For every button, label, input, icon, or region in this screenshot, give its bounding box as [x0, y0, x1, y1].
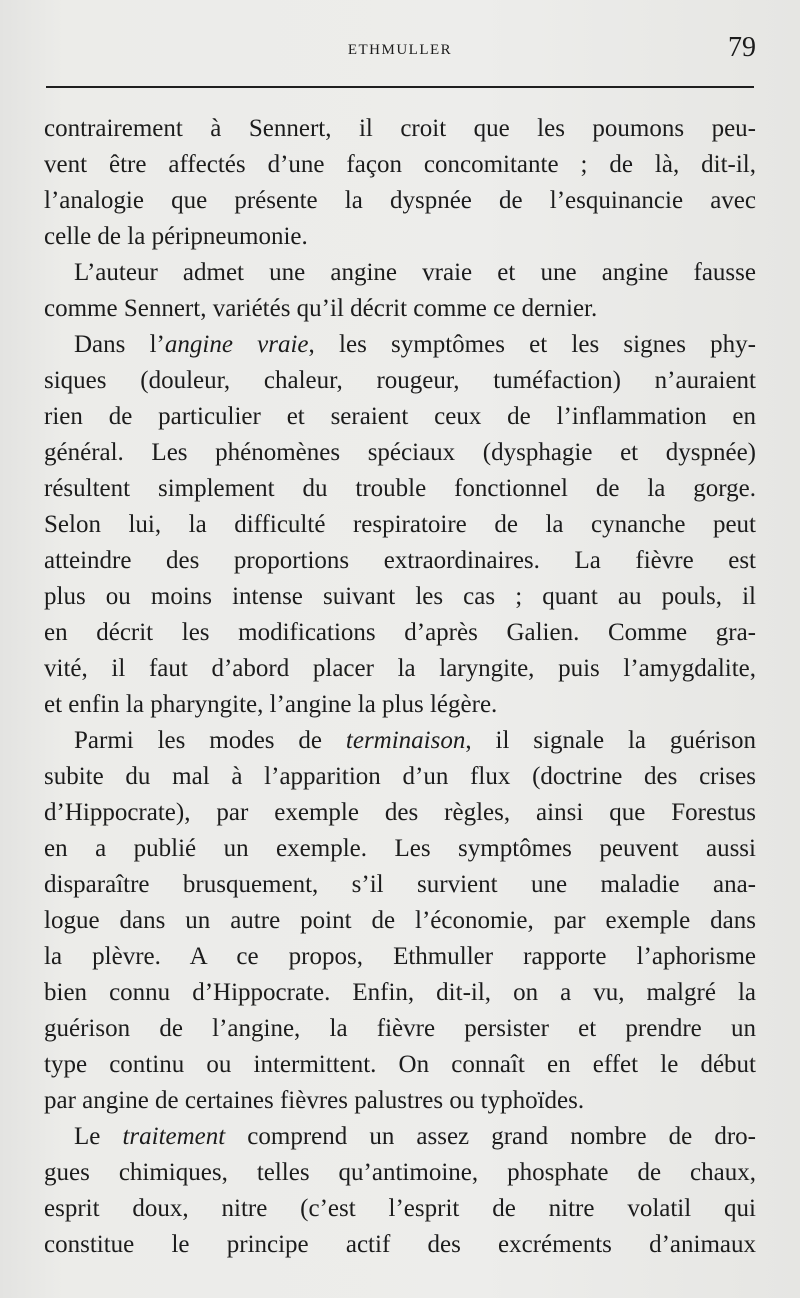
text-segment: subite du mal à l’apparition d’un flux (doctrine des crises	[44, 763, 756, 790]
text-line	[44, 1011, 756, 1047]
text-line	[44, 543, 756, 579]
text-line	[44, 759, 756, 795]
text-segment: siques (douleur, chaleur, rougeur, tuméfaction) n’auraient	[44, 367, 756, 394]
text-segment: Parmi les modes de	[74, 727, 346, 754]
text-segment: gues chimiques, telles qu’antimoine, phosphate de chaux,	[44, 1159, 756, 1186]
body-text	[44, 111, 756, 1263]
text-segment: en a publié un exemple. Les symptômes peuvent aussi	[44, 835, 756, 862]
text-segment: plus ou moins intense suivant les cas ; quant au pouls, il	[44, 583, 756, 610]
text-segment: , les symptômes et les signes phy-	[308, 331, 756, 358]
text-line	[44, 471, 756, 507]
italic-term: angine vraie	[164, 331, 309, 358]
text-segment: la plèvre. A ce propos, Ethmuller rapporte l’aphorisme	[44, 943, 756, 970]
text-line	[44, 723, 756, 759]
text-line	[44, 1083, 756, 1119]
text-line	[44, 687, 756, 723]
text-segment: logue dans un autre point de l’économie, par exemple dans	[44, 907, 756, 934]
text-segment: esprit doux, nitre (c’est l’esprit de nitre volatil qui	[44, 1195, 756, 1222]
text-line	[44, 651, 756, 687]
text-line	[44, 1155, 756, 1191]
text-line	[44, 327, 756, 363]
text-line	[44, 975, 756, 1011]
text-segment: celle de la péripneumonie.	[44, 223, 308, 250]
text-line	[44, 1119, 756, 1155]
text-line	[44, 1191, 756, 1227]
text-line	[44, 615, 756, 651]
text-segment: Dans l’	[74, 331, 165, 358]
text-segment: atteindre des proportions extraordinaires. La fièvre est	[44, 547, 756, 574]
text-line	[44, 147, 756, 183]
text-segment: vité, il faut d’abord placer la laryngite, puis l’amygdalite,	[44, 655, 756, 682]
text-line	[44, 183, 756, 219]
text-line	[44, 831, 756, 867]
text-segment: bien connu d’Hippocrate. Enfin, dit-il, on a vu, malgré la	[44, 979, 756, 1006]
text-line	[44, 435, 756, 471]
text-line	[44, 255, 756, 291]
italic-term: traitement	[122, 1123, 226, 1150]
text-line	[44, 939, 756, 975]
text-line	[44, 1047, 756, 1083]
text-segment: comme Sennert, variétés qu’il décrit comme ce dernier.	[44, 295, 598, 322]
text-segment: rien de particulier et seraient ceux de l’inflammation en	[44, 403, 756, 430]
text-line	[44, 867, 756, 903]
text-line	[44, 1227, 756, 1263]
text-segment: , il signale la guérison	[465, 727, 756, 754]
text-segment: vent être affectés d’une façon concomitante ; de là, dit-il,	[44, 151, 756, 178]
text-line	[44, 579, 756, 615]
running-title: ETHMULLER	[347, 42, 453, 58]
text-line	[44, 507, 756, 543]
italic-term: terminaison	[345, 727, 466, 754]
text-segment: constitue le principe actif des excréments d’animaux	[44, 1231, 756, 1258]
text-segment: général. Les phénomènes spéciaux (dysphagie et dyspnée)	[44, 439, 756, 466]
text-segment: type continu ou intermittent. On connaît en effet le début	[44, 1051, 756, 1078]
text-segment: l’analogie que présente la dyspnée de l’esquinancie avec	[44, 187, 756, 214]
text-segment: guérison de l’angine, la fièvre persister et prendre un	[44, 1015, 756, 1042]
text-segment: comprend un assez grand nombre de dro-	[225, 1123, 756, 1150]
text-line	[44, 399, 756, 435]
text-segment: d’Hippocrate), par exemple des règles, ainsi que Forestus	[44, 799, 756, 826]
text-segment: et enfin la pharyngite, l’angine la plus légère.	[44, 691, 498, 718]
text-segment: Le	[74, 1123, 123, 1150]
text-segment: disparaître brusquement, s’il survient une maladie ana-	[44, 871, 756, 898]
text-segment: Selon lui, la difficulté respiratoire de la cynanche peut	[44, 511, 756, 538]
text-segment: par angine de certaines fièvres palustres ou typhoïdes.	[44, 1087, 585, 1114]
text-line	[44, 903, 756, 939]
text-segment: contrairement à Sennert, il croit que les poumons peu-	[44, 115, 756, 142]
text-line	[44, 795, 756, 831]
text-line	[44, 291, 756, 327]
text-line	[44, 219, 756, 255]
page-header	[44, 32, 756, 72]
text-line	[44, 111, 756, 147]
page-number: 79	[728, 32, 756, 63]
text-segment: L’auteur admet une angine vraie et une angine fausse	[74, 259, 756, 286]
header-rule	[46, 86, 754, 88]
text-segment: en décrit les modifications d’après Galien. Comme gra-	[44, 619, 756, 646]
text-line	[44, 363, 756, 399]
text-segment: résultent simplement du trouble fonctionnel de la gorge.	[44, 475, 756, 502]
